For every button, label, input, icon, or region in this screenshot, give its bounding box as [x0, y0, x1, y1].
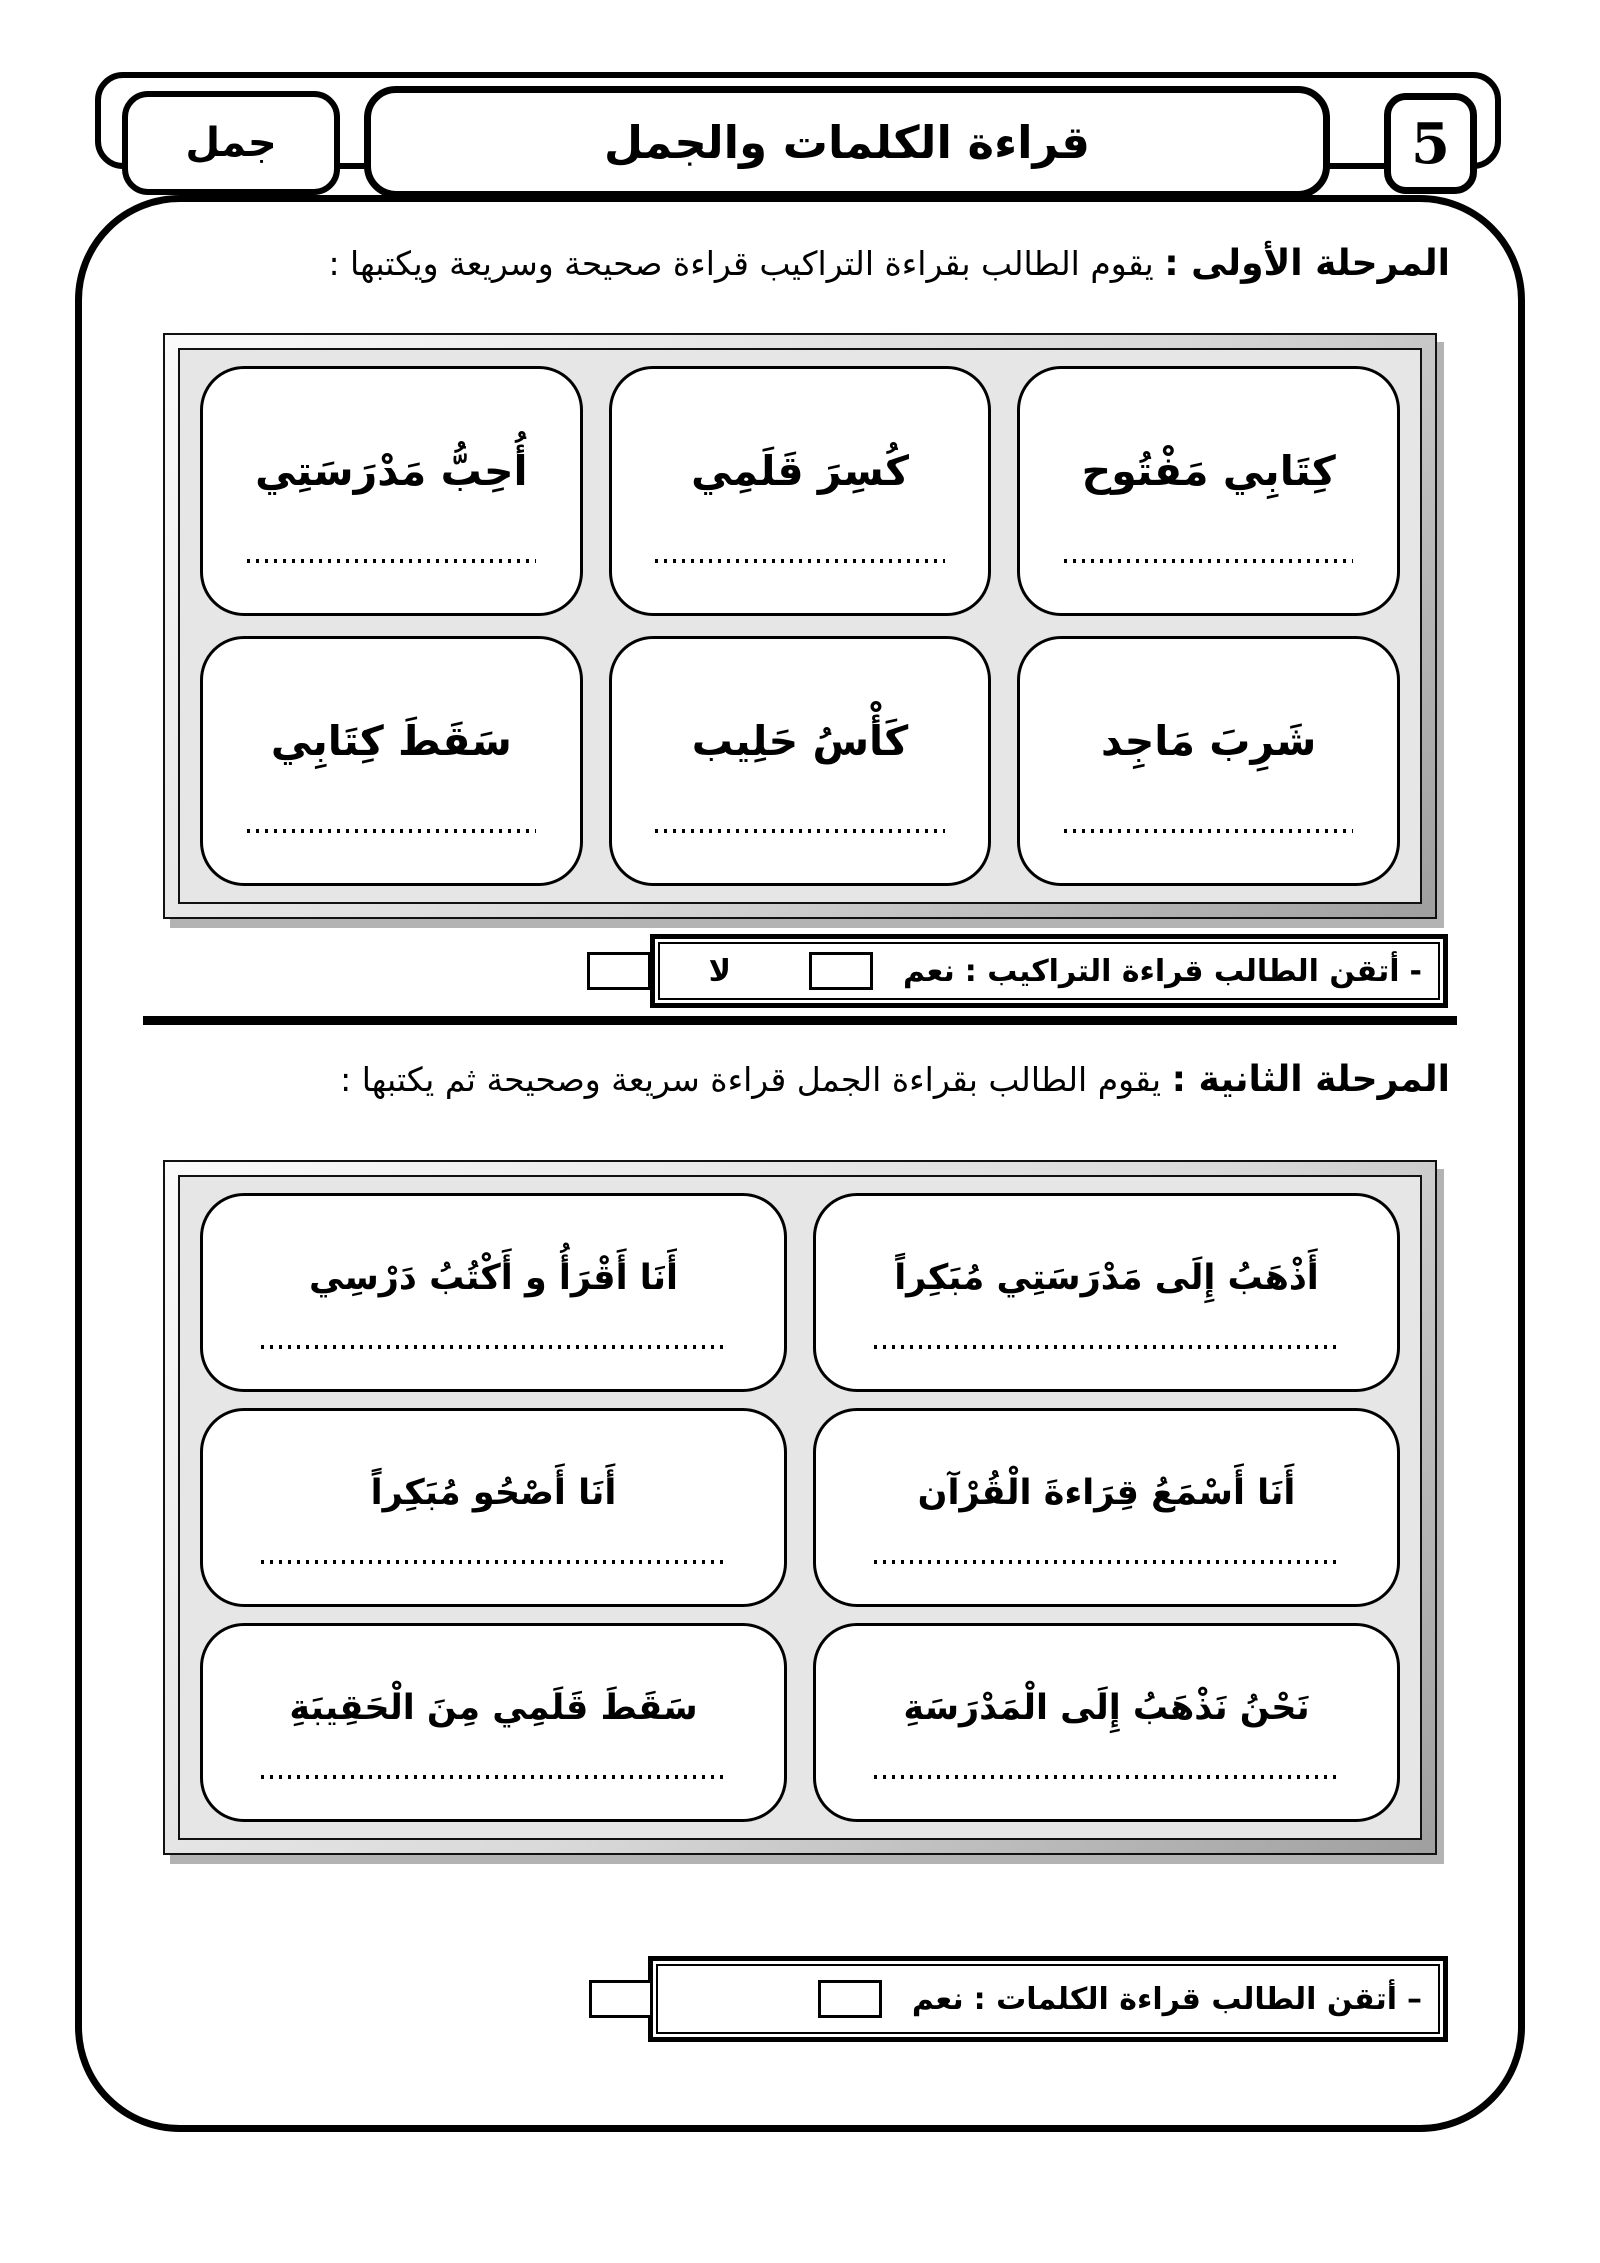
- answer-dotted-line[interactable]: [261, 1775, 726, 1779]
- section2-instruction: [230, 1056, 1450, 1105]
- phrase-text: كَأْسُ حَلِيب: [691, 717, 909, 765]
- assessment-yes-label: نعم: [911, 1981, 964, 2017]
- sentence-card: [813, 1193, 1400, 1392]
- section-divider: [143, 1016, 1457, 1025]
- answer-dotted-line[interactable]: [874, 1775, 1339, 1779]
- phrase-text: كُسِرَ قَلَمِي: [691, 447, 909, 495]
- sentence-card: [813, 1408, 1400, 1607]
- sentence-card: [813, 1623, 1400, 1822]
- sentence-card: [200, 1408, 787, 1607]
- header-side-label-box: [122, 91, 340, 195]
- section1-assessment-box: [650, 934, 1448, 1008]
- page-title-box: [364, 86, 1330, 198]
- header-side-label: جمل: [185, 120, 277, 166]
- section2-card-frame-inner: [178, 1175, 1422, 1840]
- checkbox-no[interactable]: [589, 1980, 653, 2018]
- section2-assessment-row: [656, 1964, 1440, 2034]
- answer-dotted-line[interactable]: [261, 1560, 726, 1564]
- sentence-text: سَقَطَ قَلَمِي مِنَ الْحَقِيبَةِ: [289, 1687, 698, 1728]
- section1-instruction-body: يقوم الطالب بقراءة التراكيب قراءة صحيحة وسريعة ويكتبها :: [328, 244, 1154, 283]
- phrase-text: أُحِبُّ مَدْرَسَتِي: [255, 447, 528, 495]
- section1-card-frame-inner: [178, 348, 1422, 904]
- assessment-dash: –: [1407, 1981, 1422, 2017]
- checkbox-no[interactable]: [587, 952, 651, 990]
- section2-instruction-body: يقوم الطالب بقراءة الجمل قراءة سريعة وصحيحة ثم يكتبها :: [340, 1060, 1162, 1099]
- phrase-text: شَرِبَ مَاجِد: [1101, 717, 1317, 765]
- phrase-card: [609, 636, 992, 886]
- answer-dotted-line[interactable]: [1064, 829, 1354, 833]
- assessment-question: أتقن الطالب قراءة التراكيب :: [964, 953, 1400, 989]
- answer-dotted-line[interactable]: [247, 829, 537, 833]
- sentence-text: أَنَا أَسْمَعُ قِرَاءةَ الْقُرْآن: [917, 1472, 1296, 1513]
- sentence-text: أَنَا أَقْرَأُ و أَكْتُبُ دَرْسِي: [308, 1257, 679, 1298]
- phrase-card: [200, 366, 583, 616]
- checkbox-yes[interactable]: [809, 952, 873, 990]
- assessment-yes-label: نعم: [903, 953, 955, 989]
- phrase-card: [1017, 636, 1400, 886]
- assessment-dash: -: [1409, 953, 1422, 989]
- section2-instruction-lead: المرحلة الثانية :: [1171, 1059, 1450, 1100]
- page-number-box: [1384, 93, 1477, 194]
- assessment-question: أتقن الطالب قراءة الكلمات :: [973, 1981, 1397, 2017]
- answer-dotted-line[interactable]: [874, 1345, 1339, 1349]
- answer-dotted-line[interactable]: [247, 559, 537, 563]
- section1-cards-grid: [200, 366, 1400, 886]
- section2-cards-grid: [200, 1193, 1400, 1822]
- answer-dotted-line[interactable]: [655, 829, 945, 833]
- sentence-card: [200, 1623, 787, 1822]
- answer-dotted-line[interactable]: [874, 1560, 1339, 1564]
- sentence-text: أَنَا أَصْحُو مُبَكِراً: [370, 1472, 617, 1513]
- section1-card-frame: [163, 333, 1437, 919]
- checkbox-yes[interactable]: [818, 1980, 882, 2018]
- section2-card-frame: [163, 1160, 1437, 1855]
- phrase-text: كِتَابِي مَفْتُوح: [1081, 447, 1336, 495]
- phrase-card: [609, 366, 992, 616]
- phrase-card: [200, 636, 583, 886]
- sentence-card: [200, 1193, 787, 1392]
- page-number: 5: [1411, 110, 1450, 177]
- phrase-card: [1017, 366, 1400, 616]
- section1-instruction: [230, 240, 1450, 289]
- answer-dotted-line[interactable]: [655, 559, 945, 563]
- section1-instruction-lead: المرحلة الأولى :: [1164, 243, 1450, 284]
- section2-assessment-box: [648, 1956, 1448, 2042]
- sentence-text: أَذْهَبُ إِلَى مَدْرَسَتِي مُبَكِراً: [894, 1257, 1319, 1298]
- answer-dotted-line[interactable]: [261, 1345, 726, 1349]
- phrase-text: سَقَطَ كِتَابِي: [270, 717, 512, 765]
- sentence-text: نَحْنُ نَذْهَبُ إِلَى الْمَدْرَسَةِ: [903, 1687, 1310, 1728]
- assessment-no-label: لا: [708, 953, 732, 989]
- page-title: قراءة الكلمات والجمل: [604, 115, 1090, 169]
- section1-assessment-row: [658, 942, 1440, 1000]
- answer-dotted-line[interactable]: [1064, 559, 1354, 563]
